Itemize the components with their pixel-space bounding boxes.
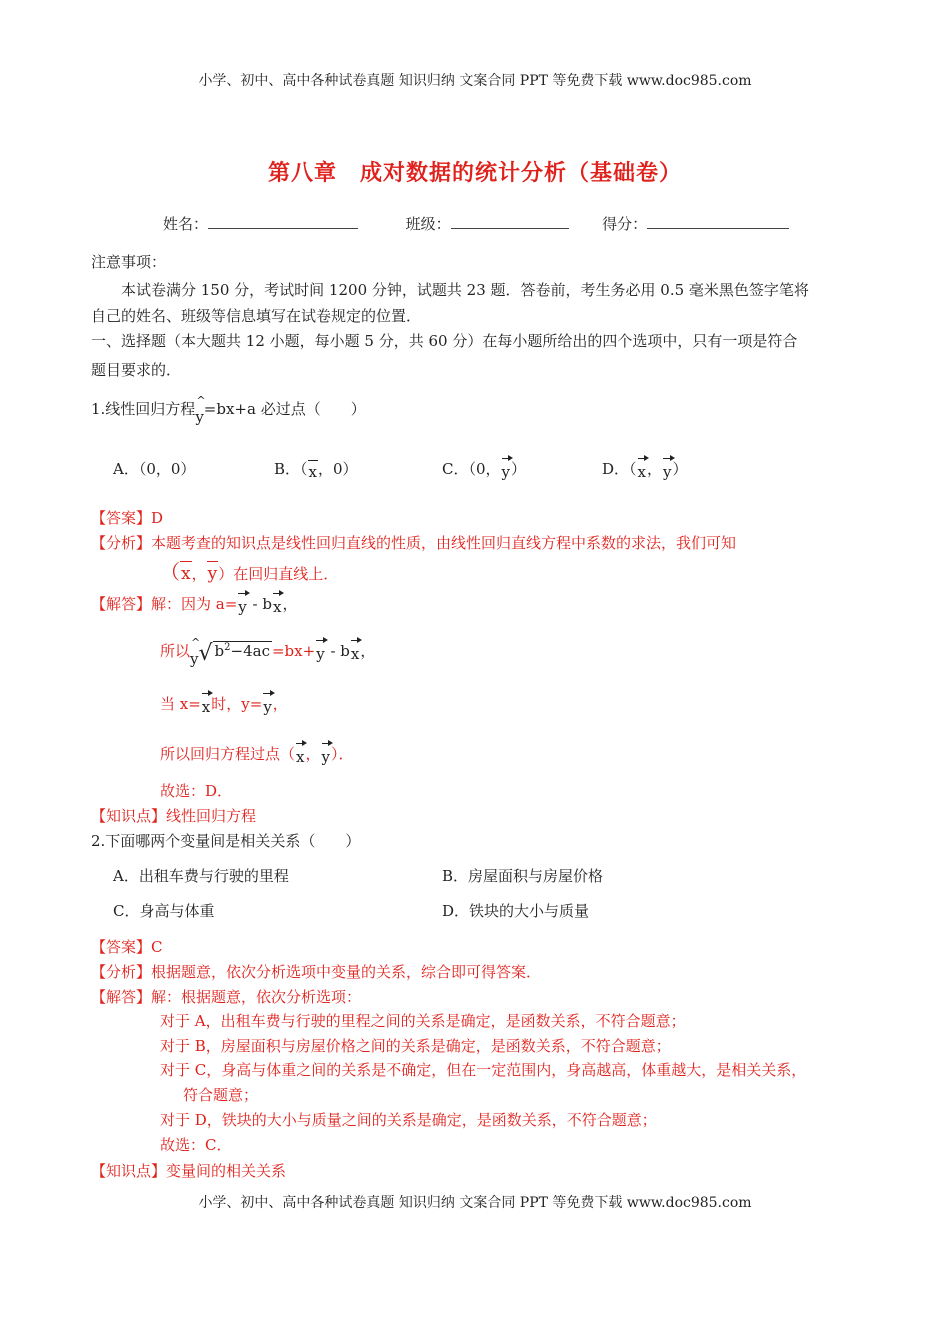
notice-line-1: 本试卷满分 150 分，考试时间 1200 分钟，试题共 23 题．答卷前，考生务必用 0.5 毫米黑色签字笔将 (121, 281, 809, 299)
q2-solution-b: 对于 B，房屋面积与房屋价格之间的关系是确定，是函数关系，不符合题意； (160, 1037, 671, 1055)
q1-y-hat: ^ y (195, 408, 203, 426)
name-label: 姓名： (163, 215, 209, 233)
q1-sol2-rad-rest: −4ac (230, 642, 270, 660)
q1-sol3-xbar: x (201, 698, 211, 716)
page-title: 第八章 成对数据的统计分析（基础卷） (267, 160, 682, 186)
q1-option-d-sep: ， (647, 460, 663, 478)
q1-sol1-mid: - b (247, 595, 272, 613)
q1-sol3-post: ， (272, 695, 288, 713)
q2-option-b: B．房屋面积与房屋价格 (442, 867, 604, 885)
q2-solution-end: 故选：C． (160, 1136, 232, 1154)
q2-solution-c-line-2: 符合题意； (183, 1086, 259, 1104)
q1-stem (91, 398, 366, 426)
q1-sol2-exp: 2 (224, 642, 231, 653)
q1-option-b-post: ，0） (318, 460, 358, 478)
q1-solution-line-1 (91, 593, 297, 614)
page-header: 小学、初中、高中各种试卷真题 知识归纳 文案合同 PPT 等免费下载 www.doc985.com (198, 73, 752, 89)
q1-option-a: A．（0，0） (113, 460, 196, 478)
q1-sol4-sep: ， (305, 745, 321, 763)
q1-analysis-line-1: 【分析】本题考查的知识点是线性回归直线的性质，由线性回归直线方程中系数的求法，我们可知 (91, 534, 737, 552)
class-blank[interactable] (451, 214, 569, 229)
q1-analysis-xbar: x (181, 564, 191, 584)
q1-sol2-radicand (213, 641, 272, 660)
q1-stem-suffix: =bx+a 必过点（ ） (203, 400, 366, 418)
q1-option-b-xbar: x (308, 463, 317, 481)
q2-analysis: 【分析】根据题意，依次分析选项中变量的关系，综合即可得答案． (91, 963, 542, 981)
q2-option-a: A．出租车费与行驶的里程 (113, 867, 289, 885)
q1-answer: 【答案】D (91, 509, 164, 527)
q1-solution-line-5: 故选：D． (160, 782, 233, 800)
q1-sol4-post: ）． (330, 745, 354, 763)
q1-sol3-ybar: y (263, 698, 272, 716)
q2-option-c: C．身高与体重 (113, 902, 215, 920)
q2-stem: 2.下面哪两个变量间是相关关系（ ） (91, 832, 361, 850)
q1-sol2-mid: =bx+ (271, 642, 316, 660)
q1-option-d (602, 458, 688, 479)
name-blank[interactable] (208, 214, 358, 229)
q1-sol2-pre: 所以 (160, 642, 191, 660)
class-label: 班级： (405, 215, 451, 233)
q1-sol1-pre: 解：因为 a= (151, 595, 238, 613)
q1-sol3-pre: 当 x= (160, 695, 201, 713)
q1-analysis-line-2 (160, 556, 338, 585)
page-footer: 小学、初中、高中各种试卷真题 知识归纳 文案合同 PPT 等免费下载 www.doc985.com (198, 1195, 752, 1211)
score-blank[interactable] (647, 214, 789, 229)
q1-solution-label: 【解答】 (91, 595, 152, 613)
q1-solution-line-3 (160, 693, 288, 714)
q1-analysis-ybar: y (207, 564, 218, 584)
q1-sol2-xbar: x (350, 645, 360, 663)
q1-sol4-xbar: x (296, 748, 305, 766)
q2-solution-c-line-1: 对于 C，身高与体重之间的关系是不确定，但在一定范围内，身高越高，体重越大，是相关关系， (160, 1061, 807, 1079)
notice-line-2: 自己的姓名、班级等信息填写在试卷规定的位置． (91, 307, 422, 325)
q1-option-d-ybar: y (663, 463, 672, 481)
q1-solution-line-2 (160, 640, 375, 666)
q1-sol2-post: ， (360, 642, 376, 660)
section-1-line-2: 题目要求的． (91, 361, 182, 379)
q2-solution-head: 【解答】解：根据题意，依次分析选项： (91, 988, 362, 1006)
q1-solution-line-4 (160, 743, 354, 764)
q1-option-c-pre: C．（0， (442, 460, 501, 478)
q1-sol1-post: ， (282, 595, 298, 613)
notice-heading: 注意事项： (91, 253, 167, 271)
q1-option-d-xbar: x (637, 463, 646, 481)
q1-stem-prefix: 1.线性回归方程 (91, 400, 196, 418)
q2-knowledge: 【知识点】变量间的相关关系 (91, 1162, 287, 1180)
q1-sol1-xbar: x (273, 598, 282, 616)
q1-option-c-ybar: y (501, 463, 511, 481)
section-1-line-1: 一、选择题（本大题共 12 小题，每小题 5 分，共 60 分）在每小题所给出的四个选项中，只有一项是符合 (91, 332, 798, 350)
score-label: 得分： (602, 215, 648, 233)
q1-option-d-pre: D．（ (602, 460, 637, 478)
q1-knowledge: 【知识点】线性回归方程 (91, 807, 257, 825)
q1-analysis-post: ）在回归直线上． (218, 565, 339, 583)
q1-sol3-mid: 时，y= (211, 695, 263, 713)
q1-option-c-post: ） (511, 460, 527, 478)
q1-sol2-yhat: ^ y (190, 650, 198, 668)
q1-sol1-ybar: y (238, 598, 247, 616)
q1-sol2-rad-b: b (214, 642, 225, 660)
q1-analysis-paren-open: （ (160, 560, 180, 584)
q1-option-c (442, 458, 526, 479)
q1-sol4-ybar: y (321, 748, 330, 766)
sqrt-icon: √ (198, 641, 213, 666)
q1-option-b (274, 458, 358, 479)
q1-sol4-pre: 所以回归方程过点（ (160, 745, 296, 763)
q2-solution-d: 对于 D，铁块的大小与质量之间的关系是确定，是函数关系，不符合题意； (160, 1111, 657, 1129)
q1-sol2-mid2: - b (325, 642, 350, 660)
q2-solution-a: 对于 A，出租车费与行驶的里程之间的关系是确定，是函数关系，不符合题意； (160, 1012, 686, 1030)
q1-analysis-sep: ， (191, 565, 207, 583)
q1-option-d-post: ） (672, 460, 688, 478)
q2-answer: 【答案】C (91, 938, 163, 956)
q1-sol2-ybar: y (316, 645, 325, 663)
q1-option-b-pre: B．（ (274, 460, 308, 478)
q2-option-d: D．铁块的大小与质量 (442, 902, 590, 920)
student-info-row (163, 213, 789, 234)
